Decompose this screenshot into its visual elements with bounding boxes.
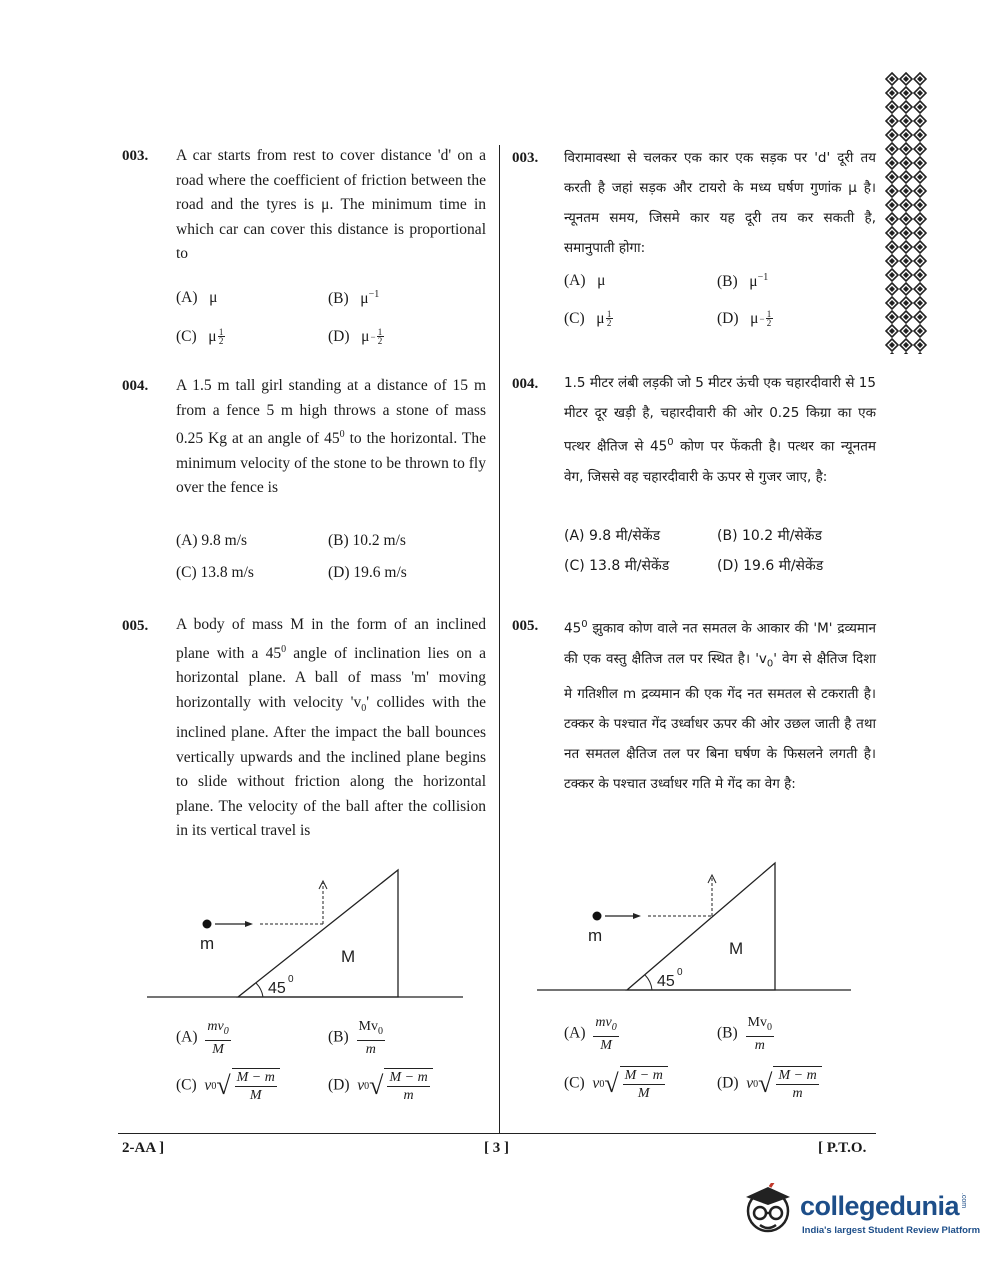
footer-page-number: [ 3 ] [484,1140,509,1156]
q005-text-hi: $45^0$ झुकाव कोण वाले नत समतल के आकार की 'M' द्रव्यमान की एक वस्तु क्षैतिज तल पर स्थित है। '$v_0$' वेग से क्षैतिज दिशा मे गतिशील m द्रव्यमान की एक गेंद नत समतल से टकराती है। टक्कर के पश्चात गेंद उर्ध्वाधर ऊपर की ओर उछल जाती है तथा नत समतल क्षैतिज तल पर बिना घर्षण के फिसलने लगती है। टक्कर के पश्चात उर्ध्वाधर गति मे गेंद का वेग है: [564,619,876,793]
q003-option-c-hi: (C) μ $\frac{1}{2}$ [564,309,612,328]
logo-tagline: India's largest Student Review Platform [802,1225,981,1236]
decorative-pattern [885,72,927,354]
q003-option-a-en: (A) μ [176,289,218,306]
q003-option-a-hi: (A) μ [564,272,606,289]
diagram-label-m: m [200,934,215,953]
q005-option-d-en: (D) v 0 √ M − m m [328,1068,433,1104]
q003-option-d-en: (D) μ − 1 2 [328,327,383,346]
q005-text-en: A body of mass M in the form of an inclined plane with a $45^0$ angle of inclination lies on a horizontal plane. A ball of mass 'm' moving horizontally with velocity '$v_0$' collides with the inclined plane. After the impact the ball bounces vertically upwards and the inclined plane begins to slide without friction along the horizontal plane. The velocity of the ball after the collision in its vertical travel is [176,616,486,840]
q005-diagram-en [145,865,465,1000]
q003-text-en: A car starts from rest to cover distance 'd' on a road where the coefficient of friction between the road and the tyres is μ. The minimum time in which car can cover this distance is proportional to [176,147,486,262]
q004-option-a-hi: (A) 9.8 मी/सेकेंड [564,528,661,544]
footer-code: 2-AA ] [122,1140,165,1156]
q004-text-hi: 1.5 मीटर लंबी लड़की जो 5 मीटर ऊंची एक चहारदीवारी से 15 मीटर दूर खड़ी है, चहारदीवारी की ओर 0.25 किग्रा का एक पत्थर क्षैतिज से $45^0$ कोण पर फेंकती है। पत्थर का न्यूनतम वेग, जिससे वह चहारदीवारी के ऊपर से गुजर जाए, है: [564,375,876,485]
q004-option-b-hi: (B) 10.2 मी/सेकेंड [717,528,823,544]
q004-option-c-en: (C) 13.8 m/s [176,564,254,581]
q003-option-b-hi: (B) $\mu^{-1}$ [717,272,769,291]
diagram-degree: 0 [288,974,294,985]
q004-option-d-en: (D) 19.6 m/s [328,564,407,581]
collegedunia-logo [738,1183,981,1243]
footer-pto: [ P.T.O. [818,1140,867,1156]
q005-number-en: 005. [122,618,149,634]
q005-option-c-en: (C) v 0 √ M − m M [176,1068,280,1104]
q003-option-d-hi: (D) μ − 1 2 [717,309,772,328]
q005-option-a-hi: (A) $\frac{mv_0}{M}$ [564,1015,617,1053]
diagram-label-M: M [341,947,356,966]
diagram-label-M: M [729,939,744,958]
q004-option-b-en: (B) 10.2 m/s [328,532,406,549]
q005-diagram-hi [535,858,855,993]
q003-text-hi: विरामावस्था से चलकर एक कार एक सड़क पर 'd' दूरी तय करती है जहां सड़क और टायरो के मध्य घर्षण गुणांक μ है। न्यूनतम समय, जिसमे कार यह दूरी तय कर सकती है, समानुपाती होगा: [564,150,876,256]
diagram-angle: 45 [268,980,286,997]
logo-com: .com [960,1192,968,1209]
diagram-degree: 0 [677,967,683,978]
footer-rule [118,1133,876,1134]
q005-option-a-en: (A) $\frac{mv_0}{M}$ [176,1019,229,1057]
q003-number-en: 003. [122,148,149,164]
q004-number-hi: 004. [512,376,539,392]
mascot-icon [740,1183,796,1241]
logo-wordmark: collegedunia [800,1191,960,1221]
diagram-angle: 45 [657,973,675,990]
q003-option-b-en: (B) $\mu^{-1}$ [328,289,380,308]
q003-option-c-en: (C) μ $\frac{1}{2}$ [176,327,224,346]
q005-number-hi: 005. [512,618,539,634]
q003-number-hi: 003. [512,150,539,166]
column-divider [499,145,500,1133]
q004-option-a-en: (A) 9.8 m/s [176,532,248,549]
q005-option-b-en: (B) $\frac{Mv_0}{m}$ [328,1019,383,1057]
q005-option-b-hi: (B) $\frac{Mv_0}{m}$ [717,1015,772,1053]
diagram-label-m: m [588,926,603,945]
q005-option-d-hi: (D) v 0 √ M − m m [717,1066,822,1102]
q004-number-en: 004. [122,378,149,394]
q004-option-c-hi: (C) 13.8 मी/सेकेंड [564,558,670,574]
q004-option-d-hi: (D) 19.6 मी/सेकेंड [717,558,824,574]
q005-option-c-hi: (C) v 0 √ M − m M [564,1066,668,1102]
q004-text-en: A 1.5 m tall girl standing at a distance of 15 m from a fence 5 m high throws a stone of mass 0.25 Kg at an angle of $45^0$ to the horizontal. The minimum velocity of the stone to be thrown to fly over the fence is [176,377,486,497]
